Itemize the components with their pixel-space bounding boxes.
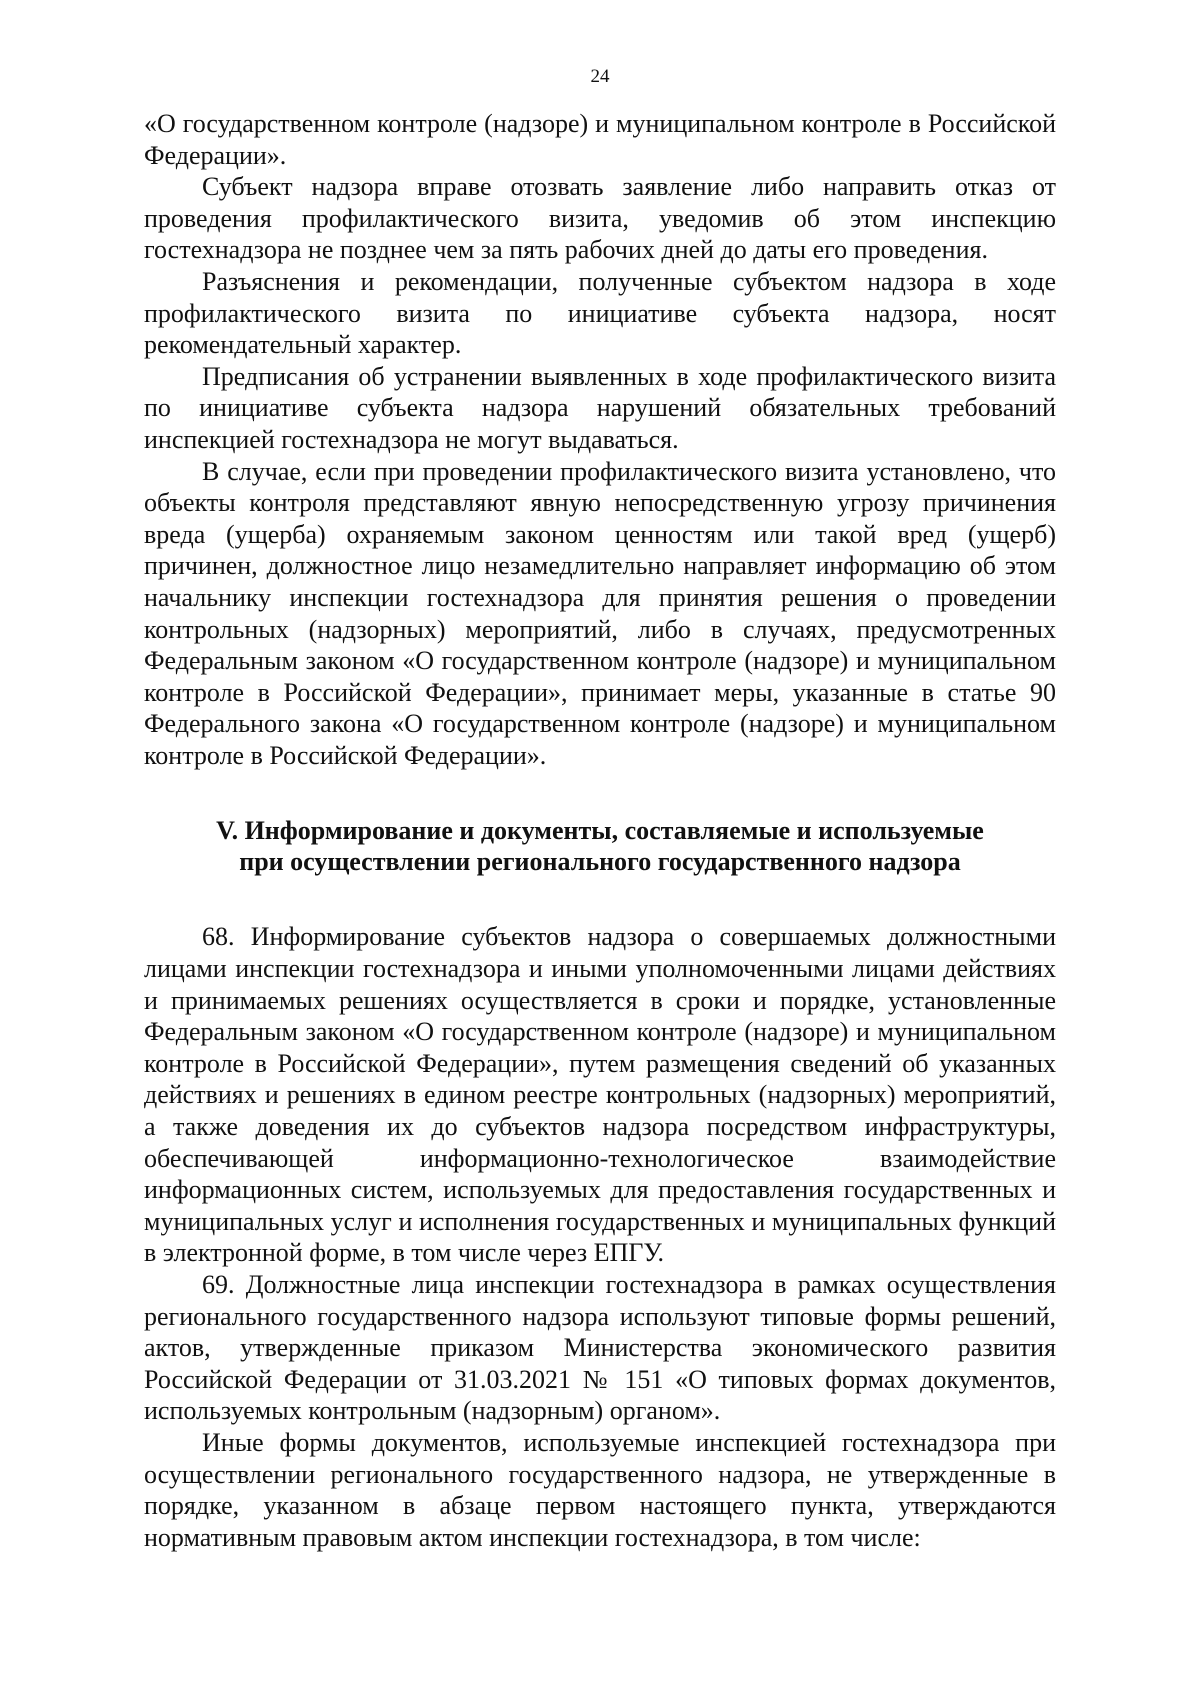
section-heading-line-2: при осуществлении регионального государственного надзора [239,847,961,877]
document-body [144,108,1056,1553]
paragraph-continuation: «О государственном контроле (надзоре) и муниципальном контроле в Российской Федерации». [144,109,1056,170]
section-heading [144,815,1056,877]
paragraph-withdrawal: Субъект надзора вправе отозвать заявление либо направить отказ от проведения профилактического визита, уведомив об этом инспекцию гостехнадзора не позднее чем за пять рабочих дней до даты его проведения. [144,172,1056,265]
paragraph-threat-case: В случае, если при проведении профилактического визита установлено, что объекты контроля представляют явную непосредственную угрозу причинения вреда (ущерба) охраняемым законом ценностям или такой вред (ущерб) причинен, должностное лицо незамедлительно направляет информацию об этом начальнику инспекции гостехнадзора для принятия решения о проведении контрольных (надзорных) мероприятий, либо в случаях, предусмотренных Федеральным законом «О государственном контроле (надзоре) и муниципальном контроле в Российской Федерации», принимает меры, указанные в статье 90 Федерального закона «О государственном контроле (надзоре) и муниципальном контроле в Российской Федерации». [144,456,1056,770]
paragraph-other-forms: Иные формы документов, используемые инспекцией гостехнадзора при осуществлении регионального государственного надзора, не утвержденные в порядке, указанном в абзаце первом настоящего пункта, утверждаются нормативным правовым актом инспекции гостехнадзора, в том числе: [144,1427,1056,1552]
paragraph-item-68: 68. Информирование субъектов надзора о совершаемых должностными лицами инспекции гостехнадзора и иными уполномоченными лицами действиях и принимаемых решениях осуществляется в сроки и порядке, установленные Федеральным законом «О государственном контроле (надзоре) и муниципальном контроле в Российской Федерации», путем размещения сведений об указанных действиях и решениях в едином реестре контрольных (надзорных) мероприятий, а также доведения их до субъектов надзора посредством инфраструктуры, обеспечивающей информационно-технологическое взаимодействие информационных систем, используемых для предоставления государственных и муниципальных услуг и исполнения государственных и муниципальных функций в электронной форме, в том числе через ЕПГУ. [144,922,1056,1268]
paragraph-prescriptions: Предписания об устранении выявленных в ходе профилактического визита по инициативе субъекта надзора нарушений обязательных требований инспекцией гостехнадзора не могут выдаваться. [144,361,1056,454]
paragraph-explanations: Разъяснения и рекомендации, полученные субъектом надзора в ходе профилактического визита по инициативе субъекта надзора, носят рекомендательный характер. [144,266,1056,360]
page-number: 24 [590,66,610,87]
section-heading-line-1: V. Информирование и документы, составляемые и используемые [216,816,984,846]
paragraph-item-69: 69. Должностные лица инспекции гостехнадзора в рамках осуществления регионального государственного надзора используют типовые формы решений, актов, утвержденные приказом Министерства экономического развития Российской Федерации от 31.03.2021 № 151 «О типовых формах документов, используемых контрольным (надзорным) органом». [144,1270,1056,1426]
